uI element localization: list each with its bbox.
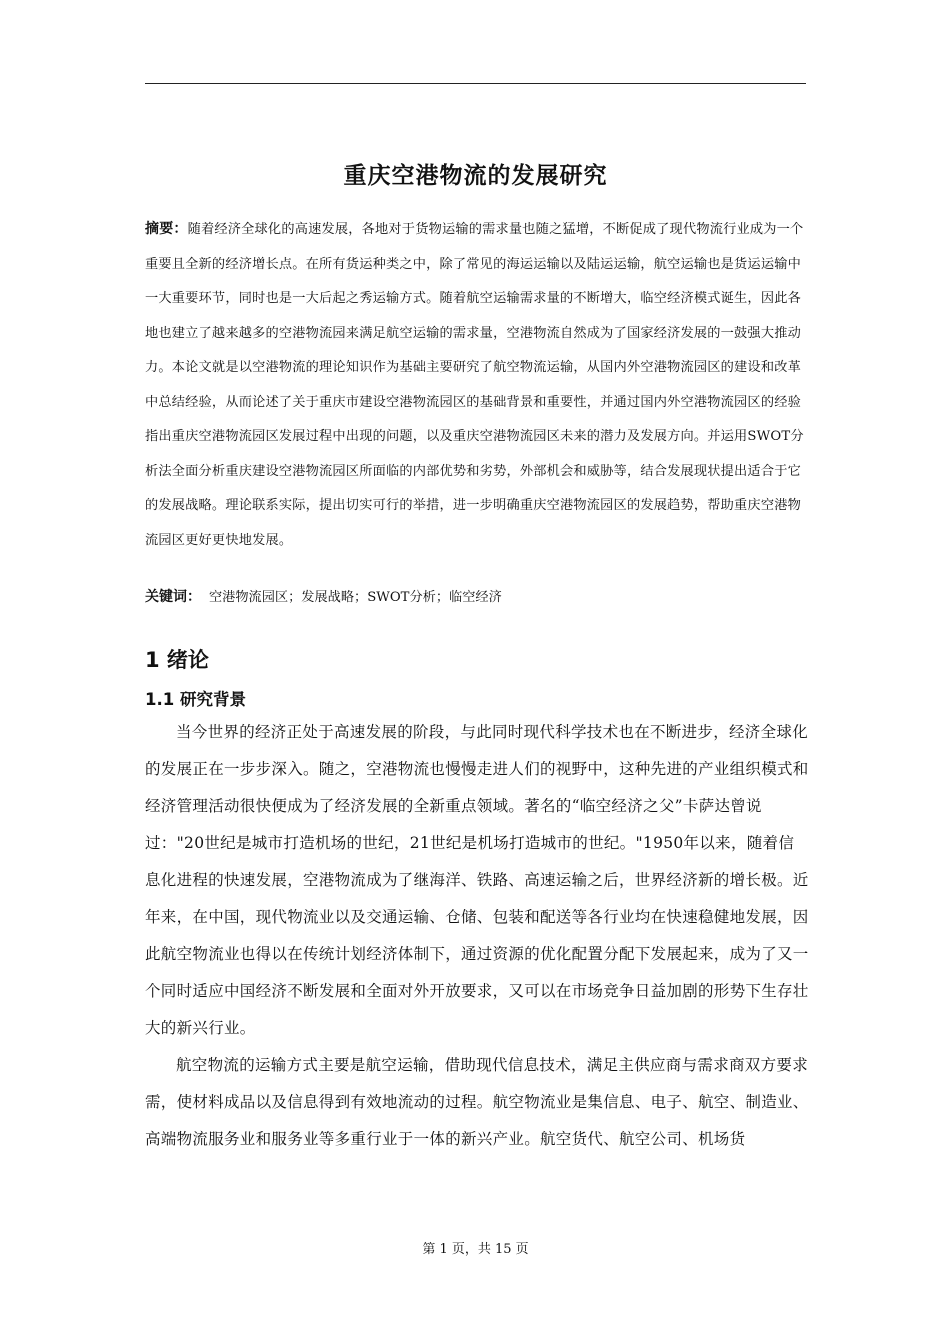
- page-footer: 第 1 页，共 15 页: [422, 1242, 529, 1257]
- paragraph: 航空物流的运输方式主要是航空运输，借助现代信息技术，满足主供应商与需求商双方要求需，使材料成品以及信息得到有效地流动的过程。航空物流业是集信息、电子、航空、制造业、高端物流服务业和服务业等多重行业于一体的新兴产业。航空货代、航空公司、机场货: [145, 1056, 809, 1148]
- keywords-text: 空港物流园区；发展战略；SWOT分析；临空经济: [209, 590, 502, 605]
- subsection-heading: 1.1 研究背景: [145, 690, 246, 709]
- section-heading: 1 绪论: [145, 648, 209, 672]
- keywords-label: 关键词：: [145, 589, 201, 605]
- header-rule: [145, 83, 806, 84]
- keywords: [145, 582, 806, 613]
- paragraph: 当今世界的经济正处于高速发展的阶段，与此同时现代科学技术也在不断进步，经济全球化的发展正在一步步深入。随之，空港物流也慢慢走进人们的视野中，这种先进的产业组织模式和经济管理活动很快便成为了经济发展的全新重点领域。著名的“临空经济之父”卡萨达曾说过："20世纪是城市打造机场的世纪，21世纪是机场打造城市的世纪。"1950年以来，随着信息化进程的快速发展，空港物流成为了继海洋、铁路、高速运输之后，世界经济新的增长极。近年来，在中国，现代物流业以及交通运输、仓储、包装和配送等各行业均在快速稳健地发展，因此航空物流业也得以在传统计划经济体制下，通过资源的优化配置分配下发展起来，成为了又一个同时适应中国经济不断发展和全面对外开放要求，又可以在市场竞争日益加剧的形势下生存壮大的新兴行业。: [145, 723, 809, 1037]
- abstract-label: 摘要：: [145, 221, 188, 237]
- abstract-text: 随着经济全球化的高速发展，各地对于货物运输的需求量也随之猛增，不断促成了现代物流行业成为一个重要且全新的经济增长点。在所有货运种类之中，除了常见的海运运输以及陆运运输，航空运输也是货运运输中一大重要环节，同时也是一大后起之秀运输方式。随着航空运输需求量的不断增大，临空经济模式诞生，因此各地也建立了越来越多的空港物流园来满足航空运输的需求量，空港物流自然成为了国家经济发展的一鼓强大推动力。本论文就是以空港物流的理论知识作为基础主要研究了航空物流运输，从国内外空港物流园区的建设和改革中总结经验，从而论述了关于重庆市建设空港物流园区的基础背景和重要性，并通过国内外空港物流园区的经验指出重庆空港物流园区发展过程中出现的问题，以及重庆空港物流园区未来的潜力及发展方向。并运用SWOT分析法全面分析重庆建设空港物流园区所面临的内部优势和劣势，外部机会和威胁等，结合发展现状提出适合于它的发展战略。理论联系实际，提出切实可行的举措，进一步明确重庆空港物流园区的发展趋势，帮助重庆空港物流园区更好更快地发展。: [145, 222, 804, 548]
- abstract: [145, 212, 811, 558]
- body-text: [145, 714, 809, 1158]
- document-title: 重庆空港物流的发展研究: [343, 163, 608, 189]
